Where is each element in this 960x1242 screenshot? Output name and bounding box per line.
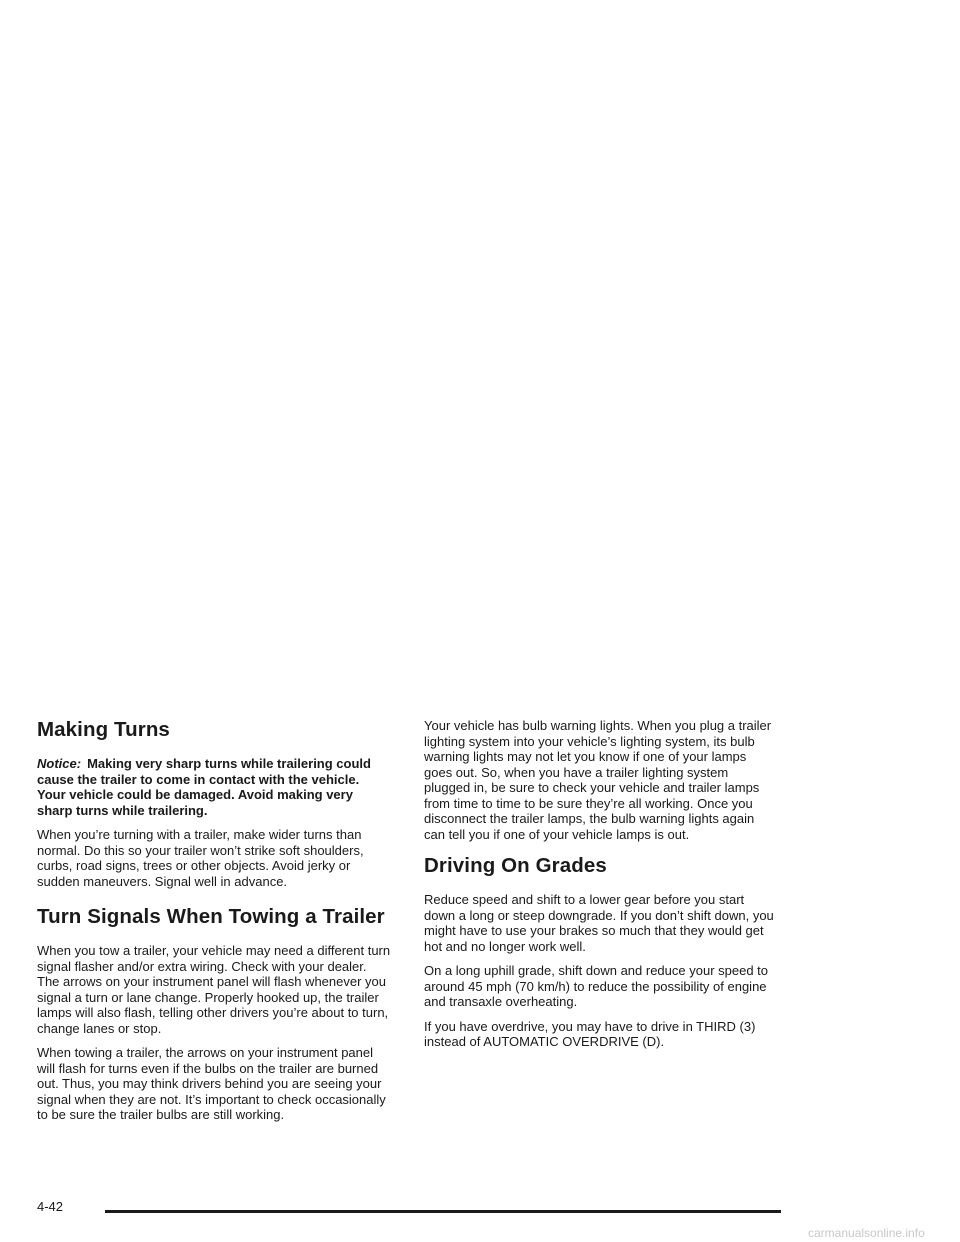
grades-paragraph-1: Reduce speed and shift to a lower gear before you start down a long or steep downgrade. If you don’t shift down, you might have to use your brakes so much that they would get hot and no longer work well. — [424, 892, 774, 954]
turn-signals-paragraph-2: When towing a trailer, the arrows on your instrument panel will flash for turns even if the bulbs on the trailer are burned out. Thus, you may think drivers behind you are seeing your signal when they are not. It’s important to check occasionally to be sure the trailer bulbs are still working. — [37, 1045, 386, 1122]
footer-divider — [105, 1210, 781, 1213]
bulb-warning-paragraph: Your vehicle has bulb warning lights. When you plug a trailer lighting system into your vehicle’s lighting system, its bulb warning lights may not let you know if one of your lamps goes out. So, when you have a trailer lighting system plugged in, be sure to check your vehicle and trailer lamps from time to time to be sure they’re all working. Once you disconnect the trailer lamps, the bulb warning lights again can tell you if one of your vehicle lamps is out. — [424, 718, 772, 842]
driving-on-grades-heading: Driving On Grades — [424, 854, 607, 877]
left-column — [37, 718, 391, 1132]
turn-signals-heading: Turn Signals When Towing a Trailer — [37, 905, 385, 928]
notice-text: Making very sharp turns while trailering could cause the trailer to come in contact with the vehicle. Your vehicle could be damaged. Avoid making very sharp turns while trailering. — [37, 756, 371, 818]
notice-paragraph — [37, 756, 391, 818]
right-column — [424, 718, 778, 1059]
notice-label: Notice: — [37, 756, 82, 771]
making-turns-heading: Making Turns — [37, 718, 170, 741]
watermark-text: carmanualsonline.info — [808, 1226, 925, 1240]
page-number: 4-42 — [37, 1199, 64, 1214]
turn-signals-paragraph-1: When you tow a trailer, your vehicle may need a different turn signal flasher and/or extra wiring. Check with your dealer. The arrows on your instrument panel will flash whenever you signal a turn or lane change. Properly hooked up, the trailer lamps will also flash, telling other drivers you’re about to turn, change lanes or stop. — [37, 943, 391, 1036]
grades-paragraph-3: If you have overdrive, you may have to drive in THIRD (3) instead of AUTOMATIC OVERDRIVE (D). — [424, 1018, 756, 1049]
grades-paragraph-2: On a long uphill grade, shift down and reduce your speed to around 45 mph (70 km/h) to reduce the possibility of engine and transaxle overheating. — [424, 963, 769, 1009]
making-turns-paragraph: When you’re turning with a trailer, make wider turns than normal. Do this so your trailer won’t strike soft shoulders, curbs, road signs, trees or other objects. Avoid jerky or sudden maneuvers. Signal well in advance. — [37, 827, 364, 889]
